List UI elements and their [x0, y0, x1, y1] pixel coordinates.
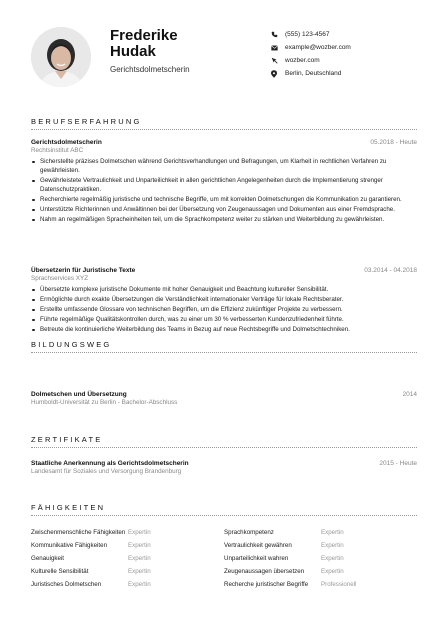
location-text: Berlin, Deutschland	[285, 70, 342, 77]
skill-level: Expertin	[128, 554, 151, 562]
skill-row	[224, 552, 417, 565]
contact-website	[270, 54, 351, 67]
list-item: Ermöglichte durch exakte Übersetzungen die Verständlichkeit internationaler Verträge für lokale Rechtsberater.	[40, 295, 417, 304]
entry-date: 05.2018 - Heute	[370, 139, 417, 146]
list-item: Erstellte umfassende Glossare von technischen Begriffen, um die Effizienz zukünftiger Projekte zu verbessern.	[40, 305, 417, 314]
email-icon	[270, 44, 278, 52]
section-divider	[31, 515, 417, 516]
phone-text: (555) 123-4567	[285, 31, 330, 38]
avatar	[31, 27, 91, 87]
certificate-entry	[31, 460, 417, 475]
skill-level: Professionell	[321, 580, 357, 588]
email-text[interactable]: example@wozber.com	[285, 44, 351, 51]
list-item: Nahm an regelmäßigen Spracheinheiten teil, um die Sprachkompetenz weiter zu stärken und Weiterbildung zu gewährleisten.	[40, 215, 417, 224]
skill-name: Unparteilichkeit wahren	[224, 554, 289, 562]
contact-list	[270, 28, 351, 80]
skill-name: Recherche juristischer Begriffe	[224, 580, 309, 588]
skills-column-left	[31, 526, 224, 591]
skills-column-right	[224, 526, 417, 591]
skill-row	[224, 578, 417, 591]
list-item: Führte regelmäßige Qualitätskontrollen durch, was zu einer um 30 % verbesserten Kundenzufriedenheit führte.	[40, 315, 417, 324]
skill-level: Expertin	[321, 567, 344, 575]
entry-date: 03.2014 - 04.2018	[364, 267, 417, 274]
contact-phone	[270, 28, 351, 41]
phone-icon	[270, 31, 278, 39]
skill-name: Juristisches Dolmetschen	[31, 580, 102, 588]
skill-row	[224, 526, 417, 539]
entry-company: Rechtsinstitut ABC	[31, 147, 84, 154]
skill-row	[31, 578, 224, 591]
profile-photo	[31, 27, 91, 87]
entry-date: 2014	[402, 391, 417, 398]
list-item: Gewährleistete Vertraulichkeit und Unparteilichkeit in allen gerichtlichen Angelegenheiten durch die Implementierung strenger Datenschutzpraktiken.	[40, 176, 417, 194]
skill-name: Kommunikative Fähigkeiten	[31, 541, 108, 549]
skill-name: Genauigkeit	[31, 554, 65, 562]
first-name: Frederike	[110, 27, 178, 44]
location-icon	[270, 70, 278, 78]
skill-level: Expertin	[128, 580, 151, 588]
entry-degree: Dolmetschen und Übersetzung	[31, 391, 127, 398]
skill-level: Expertin	[321, 528, 344, 536]
bullet-list	[31, 157, 417, 224]
skill-row	[31, 539, 224, 552]
entry-certificate: Staatliche Anerkennung als Gerichtsdolmetscherin	[31, 460, 189, 467]
education-entry	[31, 391, 417, 406]
skill-level: Expertin	[321, 541, 344, 549]
entry-company: Sprachservices XYZ	[31, 275, 89, 282]
entry-role: Gerichtsdolmetscherin	[31, 139, 102, 146]
experience-entry	[31, 139, 417, 225]
list-item: Unterstützte Richterinnen und Anwältinnen bei der Übersetzung von Zeugenaussagen und Dokumenten aus einer Fremdsprache.	[40, 205, 417, 214]
entry-role: Übersetzerin für Juristische Texte	[31, 267, 136, 274]
section-title-education: BILDUNGSWEG	[31, 340, 112, 349]
website-text[interactable]: wozber.com	[285, 57, 320, 64]
skill-name: Vertraulichkeit gewähren	[224, 541, 292, 549]
skill-name: Zwischenmenschliche Fähigkeiten	[31, 528, 126, 536]
section-title-certificates: ZERTIFIKATE	[31, 435, 103, 444]
skills-grid	[31, 526, 417, 591]
skill-name: Kulturelle Sensibilität	[31, 567, 89, 575]
contact-email	[270, 41, 351, 54]
bullet-list	[31, 285, 417, 334]
list-item: Betreute die kontinuierliche Weiterbildung des Teams in Bezug auf neue Rechtsbegriffe und Dolmetschtechniken.	[40, 325, 417, 334]
entry-date: 2015 - Heute	[379, 460, 417, 467]
link-icon	[270, 57, 278, 65]
skill-level: Expertin	[128, 567, 151, 575]
skill-level: Expertin	[128, 541, 151, 549]
entry-issuer: Landesamt für Soziales und Versorgung Brandenburg	[31, 468, 182, 475]
section-title-experience: BERUFSERFAHRUNG	[31, 117, 142, 126]
skill-level: Expertin	[128, 528, 151, 536]
skill-name: Sprachkompetenz	[224, 528, 274, 536]
skill-row	[224, 565, 417, 578]
contact-location	[270, 67, 351, 80]
skill-row	[31, 526, 224, 539]
candidate-name	[110, 28, 178, 60]
experience-entry	[31, 267, 417, 335]
last-name: Hudak	[110, 43, 156, 60]
entry-school: Humboldt-Universität zu Berlin - Bachelor-Abschluss	[31, 399, 178, 406]
section-title-skills: FÄHIGKEITEN	[31, 503, 106, 512]
list-item: Sicherstellte präzises Dolmetschen während Gerichtsverhandlungen und Befragungen, um Klarheit in rechtlichen Verfahren zu gewährleisten.	[40, 157, 417, 175]
job-title: Gerichtsdolmetscherin	[110, 65, 190, 74]
skill-level: Expertin	[321, 554, 344, 562]
section-divider	[31, 352, 417, 353]
list-item: Übersetzte komplexe juristische Dokumente mit hoher Genauigkeit und Beachtung kultureller Sensibilität.	[40, 285, 417, 294]
section-divider	[31, 447, 417, 448]
skill-row	[31, 552, 224, 565]
skill-name: Zeugenaussagen übersetzen	[224, 567, 305, 575]
section-divider	[31, 129, 417, 130]
skill-row	[224, 539, 417, 552]
list-item: Recherchierte regelmäßig juristische und technische Begriffe, um mit korrekten Dolmetschungen die Kommunikation zu garantieren.	[40, 195, 417, 204]
skill-row	[31, 565, 224, 578]
